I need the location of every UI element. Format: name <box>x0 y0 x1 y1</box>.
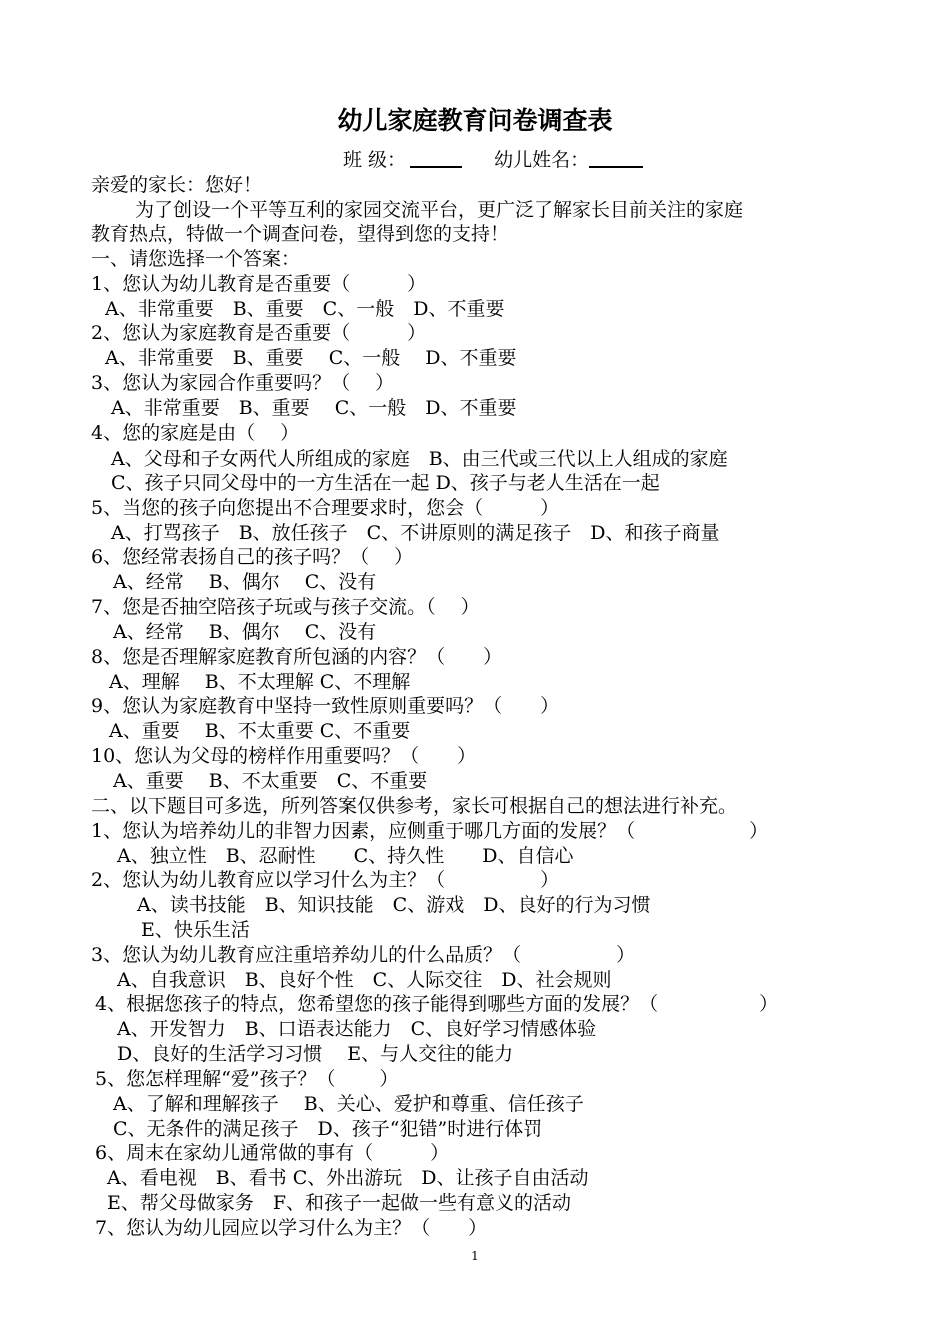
question-2-options: A、非常重要 B、重要 C、一般 D、不重要 <box>105 347 517 369</box>
multi-question-5: 5、您怎样理解“爱”孩子？（ ） <box>95 1068 399 1090</box>
question-2: 2、您认为家庭教育是否重要（ ） <box>91 322 427 344</box>
question-9-options: A、重要 B、不太重要 C、不重要 <box>109 720 411 742</box>
multi-question-5-options-c: C、无条件的满足孩子 D、孩子“犯错”时进行体罚 <box>113 1118 543 1140</box>
multi-question-1-options: A、独立性 B、忍耐性 C、持久性 D、自信心 <box>117 845 574 867</box>
question-7: 7、您是否抽空陪孩子玩或与孩子交流。（ ） <box>91 596 480 618</box>
multi-question-4-options-d: D、良好的生活学习习惯 E、与人交往的能力 <box>117 1043 514 1065</box>
page-number: 1 <box>471 1249 479 1263</box>
intro-line-2: 教育热点，特做一个调查问卷，望得到您的支持！ <box>91 223 510 245</box>
question-1-options: A、非常重要 B、重要 C、一般 D、不重要 <box>105 298 505 320</box>
intro-line-1: 为了创设一个平等互利的家园交流平台，更广泛了解家长目前关注的家庭 <box>135 199 744 221</box>
question-4-options-a: A、父母和子女两代人所组成的家庭 B、由三代或三代以上人组成的家庭 <box>111 448 728 470</box>
question-10-options: A、重要 B、不太重要 C、不重要 <box>113 770 428 792</box>
question-3-options: A、非常重要 B、重要 C、一般 D、不重要 <box>111 397 517 419</box>
question-10: 10、您认为父母的榜样作用重要吗？（ ） <box>91 745 477 767</box>
multi-question-2-options-a: A、读书技能 B、知识技能 C、游戏 D、良好的行为习惯 <box>137 894 651 916</box>
multi-question-6-options-a: A、看电视 B、看书 C、外出游玩 D、让孩子自由活动 <box>107 1167 589 1189</box>
greeting: 亲爱的家长：您好！ <box>91 174 263 196</box>
question-4: 4、您的家庭是由（ ） <box>91 422 300 444</box>
question-8-options: A、理解 B、不太理解 C、不理解 <box>109 671 411 693</box>
question-3: 3、您认为家园合作重要吗？（ ） <box>91 372 395 394</box>
child-name-label: 幼儿姓名： <box>494 149 590 171</box>
question-4-options-c: C、孩子只同父母中的一方生活在一起 D、孩子与老人生活在一起 <box>111 472 660 494</box>
multi-question-7: 7、您认为幼儿园应以学习什么为主？（ ） <box>95 1217 488 1239</box>
multi-question-1: 1、您认为培养幼儿的非智力因素，应侧重于哪几方面的发展？（ ） <box>91 820 769 842</box>
multi-question-4-options-a: A、开发智力 B、口语表达能力 C、良好学习情感体验 <box>117 1018 597 1040</box>
multi-question-5-options-a: A、了解和理解孩子 B、关心、爱护和尊重、信任孩子 <box>113 1093 584 1115</box>
question-6: 6、您经常表扬自己的孩子吗？（ ） <box>91 546 414 568</box>
multi-question-6: 6、周末在家幼儿通常做的事有（ ） <box>95 1142 450 1164</box>
class-blank[interactable] <box>410 148 462 168</box>
document-title: 幼儿家庭教育问卷调查表 <box>337 106 613 135</box>
multi-question-6-options-e: E、帮父母做家务 F、和孩子一起做一些有意义的活动 <box>107 1192 572 1214</box>
child-name-blank[interactable] <box>589 148 643 168</box>
multi-question-3: 3、您认为幼儿教育应注重培养幼儿的什么品质？（ ） <box>91 944 636 966</box>
multi-question-2: 2、您认为幼儿教育应以学习什么为主？（ ） <box>91 869 560 891</box>
multi-question-3-options: A、自我意识 B、良好个性 C、人际交往 D、社会规则 <box>117 969 612 991</box>
class-label: 班 级： <box>343 149 407 171</box>
question-6-options: A、经常 B、偶尔 C、没有 <box>113 571 377 593</box>
question-7-options: A、经常 B、偶尔 C、没有 <box>113 621 377 643</box>
multi-question-4: 4、根据您孩子的特点，您希望您的孩子能得到哪些方面的发展？（ ） <box>95 993 779 1015</box>
class-and-name-row <box>343 148 643 172</box>
section-1-heading: 一、请您选择一个答案： <box>91 248 301 270</box>
question-5-options: A、打骂孩子 B、放任孩子 C、不讲原则的满足孩子 D、和孩子商量 <box>111 522 720 544</box>
section-2-heading: 二、以下题目可多选，所列答案仅供参考，家长可根据自己的想法进行补充。 <box>91 795 738 817</box>
question-8: 8、您是否理解家庭教育所包涵的内容？（ ） <box>91 646 503 668</box>
question-9: 9、您认为家庭教育中坚持一致性原则重要吗？（ ） <box>91 695 560 717</box>
question-1: 1、您认为幼儿教育是否重要（ ） <box>91 273 427 295</box>
multi-question-2-options-e: E、快乐生活 <box>141 919 250 941</box>
question-5: 5、当您的孩子向您提出不合理要求时，您会（ ） <box>91 497 560 519</box>
